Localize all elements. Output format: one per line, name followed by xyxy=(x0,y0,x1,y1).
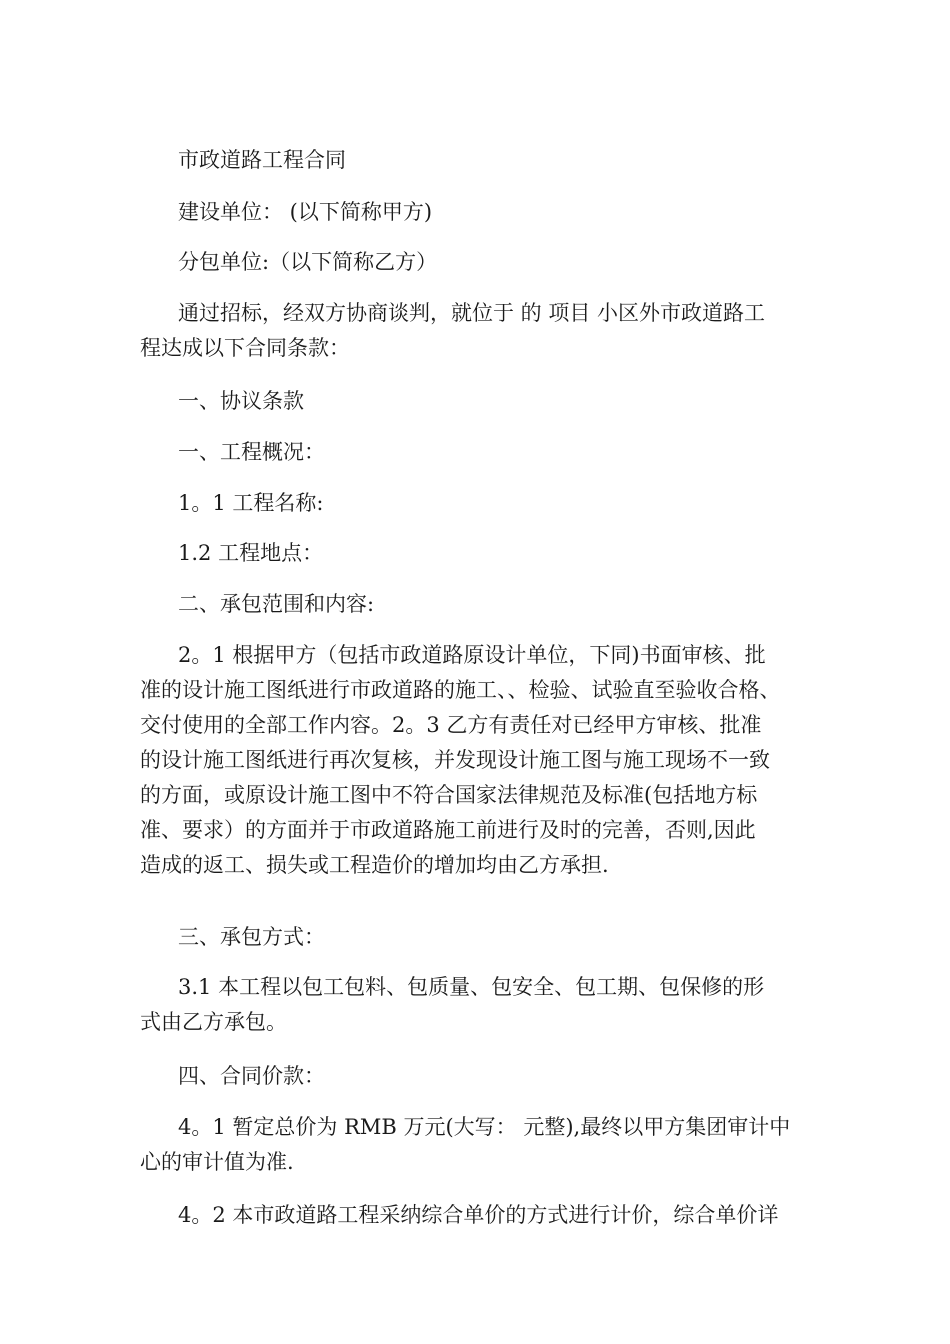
paragraph-line: 4。1 暂定总价为 RMB 万元(大写： 元整),最终以甲方集团审计中 xyxy=(178,1115,791,1139)
item-2-1-paragraph xyxy=(140,638,820,883)
section-3-text: 三、承包方式： xyxy=(178,925,325,949)
paragraph-line: 的设计施工图纸进行再次复核，并发现设计施工图与施工现场不一致 xyxy=(140,748,770,772)
section-agreement-text: 一、协议条款 xyxy=(178,389,304,413)
item-4-2-paragraph xyxy=(140,1198,820,1233)
contract-title-text: 市政道路工程合同 xyxy=(178,148,346,172)
paragraph-line: 3.1 本工程以包工包料、包质量、包安全、包工期、包保修的形 xyxy=(178,975,765,999)
contract-title xyxy=(140,143,820,178)
item-1-2-text: 1.2 工程地点： xyxy=(178,541,324,565)
paragraph-line: 4。2 本市政道路工程采纳综合单价的方式进行计价，综合单价详 xyxy=(178,1203,779,1227)
intro-line: 通过招标，经双方协商谈判，就位于 的 项目 小区外市政道路工 xyxy=(178,301,766,325)
intro-paragraph xyxy=(140,296,820,366)
section-4-heading xyxy=(140,1059,820,1094)
item-1-1-text: 1。1 工程名称: xyxy=(178,491,324,515)
item-1-1 xyxy=(140,486,820,521)
intro-line: 程达成以下合同条款： xyxy=(140,336,350,360)
item-1-2 xyxy=(140,536,820,571)
party-a-text: 建设单位： (以下简称甲方) xyxy=(178,200,433,224)
item-3-1-paragraph xyxy=(140,970,820,1040)
section-2-text: 二、承包范围和内容: xyxy=(178,592,375,616)
paragraph-line: 准的设计施工图纸进行市政道路的施工、、检验、试验直至验收合格、 xyxy=(140,678,781,702)
section-4-text: 四、合同价款： xyxy=(178,1064,325,1088)
section-3-heading xyxy=(140,920,820,955)
section-1-heading xyxy=(140,435,820,470)
section-1-text: 一、工程概况： xyxy=(178,440,325,464)
party-b-text: 分包单位:（以下简称乙方） xyxy=(178,250,438,274)
paragraph-line: 交付使用的全部工作内容。2。3 乙方有责任对已经甲方审核、批准 xyxy=(140,713,762,737)
paragraph-line: 式由乙方承包。 xyxy=(140,1010,287,1034)
section-2-heading xyxy=(140,587,820,622)
party-a-line xyxy=(140,195,820,230)
paragraph-line: 2。1 根据甲方（包括市政道路原设计单位，下同)书面审核、批 xyxy=(178,643,766,667)
item-4-1-paragraph xyxy=(140,1110,820,1180)
paragraph-line: 造成的返工、损失或工程造价的增加均由乙方承担. xyxy=(140,853,609,877)
section-agreement-heading xyxy=(140,384,820,419)
paragraph-line: 的方面，或原设计施工图中不符合国家法律规范及标准(包括地方标 xyxy=(140,783,758,807)
paragraph-line: 心的审计值为准. xyxy=(140,1150,294,1174)
party-b-line xyxy=(140,245,820,280)
paragraph-line: 准、要求）的方面并于市政道路施工前进行及时的完善，否则,因此 xyxy=(140,818,756,842)
